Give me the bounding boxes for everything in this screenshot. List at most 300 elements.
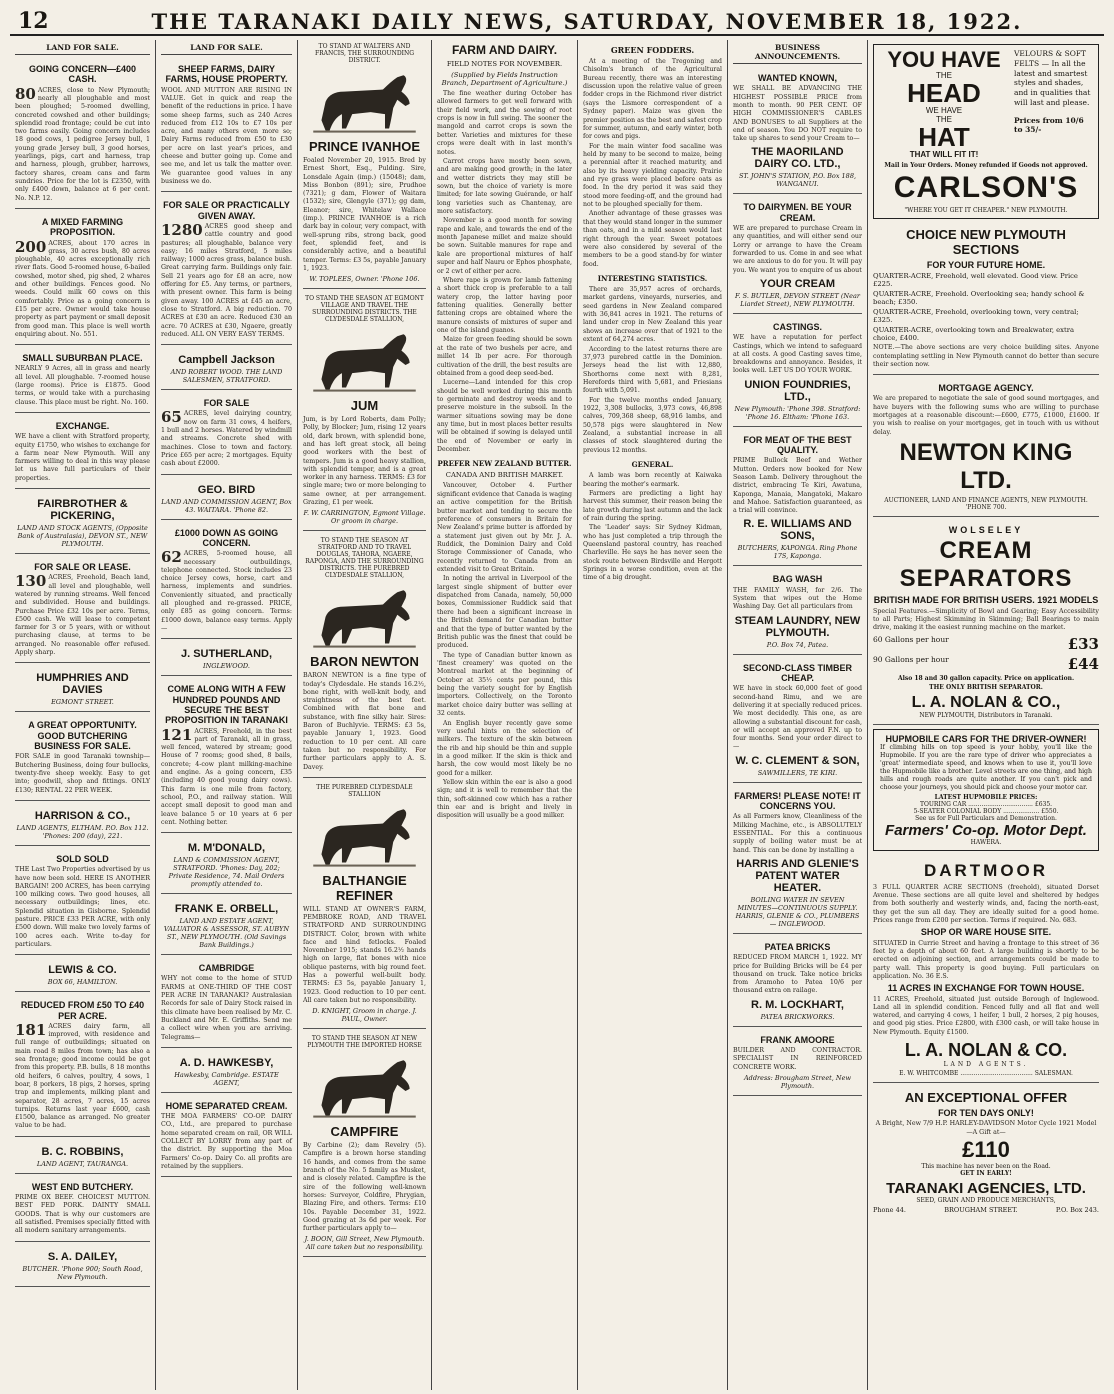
ad-body bbox=[161, 725, 292, 828]
ad-text: ACRES, 5-roomed house, all necessary outbuildings, telephone connected. Stock includes 23 choice Jersey cows, horse, cart and harness, implements and sundries. Conveniently situated, and practically all ploughed and re-grassed. PRICE, only £85 as going concern. Terms: £1000 down, balance easy terms. Apply— bbox=[161, 550, 292, 632]
article-paragraph: The fine weather during October has allowed farmers to get well forward with their field work, and the sowing of root crops is now in full swing. The sooner the mangold and carrot crops is sown the better. Varieties and mixtures for these crops were dealt with in last month's notes. bbox=[437, 90, 572, 156]
ad-heading: FRANK AMOORE bbox=[760, 1034, 835, 1045]
ad-signature: LAND AND STOCK AGENTS, (Opposite Bank of Australasia), DEVON ST., NEW PLYMOUTH. bbox=[17, 524, 148, 549]
classified-ad bbox=[161, 958, 292, 1048]
ad-text: WHY not come to the home of STUD FARMS at ONE-THIRD OF THE COST PER ACRE IN TARANAKI? Australasian Records for sale of Dairy Stock raised in this climate have been realised by Mr. C. Buckland and Mr. E. Griffiths. Send me a collect wire when you are arriving. Telegrams— bbox=[161, 975, 292, 1041]
classified-ad bbox=[15, 1177, 150, 1242]
ad-heading: FOR SALE bbox=[203, 398, 250, 409]
ad-heading: CAMBRIDGE bbox=[198, 963, 255, 974]
carlsons-slogan: "WHERE YOU GET IT CHEAPER." NEW PLYMOUTH. bbox=[904, 207, 1068, 214]
wolseley-brand: WOLSELEY bbox=[948, 524, 1024, 535]
farmers-coop-brand: Farmers' Co-op. Motor Dept. bbox=[885, 821, 1087, 839]
stallion-stand-text: TO STAND AT WALTERS AND FRANCIS, THE SURROUNDING DISTRICT. bbox=[314, 43, 415, 64]
classified-ad bbox=[15, 1245, 150, 1287]
article-heading: FARM AND DAIRY. bbox=[451, 43, 558, 57]
stallion-owner: W. TOPLEES, Owner. 'Phone 106. bbox=[309, 275, 420, 284]
the-text: THE bbox=[936, 71, 952, 80]
masthead bbox=[10, 6, 1104, 36]
offer-price: £110 bbox=[962, 1136, 1010, 1162]
ad-acreage: 200 bbox=[15, 237, 47, 256]
classified-ad bbox=[733, 937, 862, 1027]
stallion-text: By Carbine (2); dam Revelry (5). Campfire is a brown horse standing 16 hands, and comes from the same branch of the No. 5 family as Musket, and is closely related. Campfire is the sire of the following well-known horses: Surveyor, Coldfire, Phrygian, Blazing Fire, and others. Terms: £10 10s. Payable December 31, 1922. Good grazing at 3s 6d per week. For further particulars apply to— bbox=[303, 1142, 426, 1233]
ad-text: WE have a reputation for perfect Castings, which we intend to safeguard at all costs. A good Casting saves time, breakdowns and annoyance. Besides, it looks well. LET US DO YOUR WORK. bbox=[733, 334, 862, 375]
shop-text: SITUATED in Currie Street and having a frontage to this street of 36 feet by a depth of about 60 feet. A large building is shortly to be erected on adjoining section, and arrangements could be made to party wall. This property is good buying. Full particulars on application. No. 36 E.S. bbox=[873, 939, 1099, 980]
ad-heading: TO DAIRYMEN. BE YOUR CREAM. bbox=[743, 202, 852, 223]
classified-ad bbox=[733, 430, 862, 567]
classified-ad bbox=[15, 666, 150, 712]
ad-acreage: 1280 bbox=[161, 220, 203, 239]
newspaper-title: THE TARANAKI DAILY NEWS, SATURDAY, NOVEMBER 18, 1922. bbox=[151, 9, 1023, 34]
ad-signature: F. S. BUTLER, DEVON STREET (Near Liardet Street), NEW PLYMOUTH. bbox=[735, 291, 860, 308]
article-paragraph: November is a good month for sowing rape and kale, and towards the end of the month Japanese millet and maize should be sown. Suitable manures for rape and kale are proportional mixtures of half super and half Nauru or Ephos phosphate, or 2 cwt of either per acre. bbox=[437, 217, 572, 275]
classified-ad bbox=[15, 958, 150, 992]
ad-body bbox=[733, 1047, 862, 1072]
ad-signature: BOILING WATER IN SEVEN MINUTES—CONTINUOUS SUPPLY. HARRIS, GLENIE & CO., PLUMBERS — INGLEWOOD. bbox=[735, 895, 860, 928]
ad-text: BUILDER AND CONTRACTOR. SPECIALIST IN REINFORCED CONCRETE WORK. bbox=[733, 1047, 862, 1071]
classified-ad bbox=[161, 642, 292, 676]
article-paragraph: For the main winter food sacaline was held by many to be second to maize, being a perennial after it reached maturity, and also by its heavy yielding capacity. Prairie and rye grass were placed before oats as food. In the dry period it was said they stood more feeding-off, and the ground had not to be ploughed specially for them. bbox=[583, 142, 722, 209]
the-text-2: THE bbox=[936, 115, 952, 124]
price-row-60 bbox=[873, 635, 1099, 653]
exchange-text: 11 ACRES, Freehold, situated just outside Borough of Inglewood. Land all in splendid condition. Fenced fully and all flat and well watered, and carrying 4 cows, 1 heifer, 1 bull, 2 horses, 2 pig houses, and good pig sties. Price £2800, with £300 cash, or will take house in New Plymouth. Equity £1500. bbox=[873, 995, 1099, 1036]
classified-ad bbox=[733, 197, 862, 313]
horse-illustration bbox=[303, 67, 426, 137]
classified-ad bbox=[733, 658, 862, 783]
column-display-ads bbox=[868, 40, 1104, 1390]
ad-body bbox=[15, 365, 150, 406]
ad-heading: GOING CONCERN—£400 CASH. bbox=[28, 64, 137, 85]
ad-signature: Hawkesby, Cambridge. ESTATE AGENT, bbox=[174, 1070, 279, 1087]
article-paragraph: For the twelve months ended January, 1922, 3,308 bullocks, 3,973 cows, 46,898 calves, 709,368 sheep, 68,916 lambs, and 50,578 pigs were slaughtered in New Zealand, a substantial increase in all classes of stock slaughtered during the previous 12 months. bbox=[583, 396, 722, 454]
ad-firm: R. M. LOCKHART, bbox=[751, 998, 844, 1011]
stallion-ad bbox=[303, 781, 426, 1029]
wolseley-also: Also 18 and 30 gallon capacity. Price on application. bbox=[897, 674, 1075, 682]
offer-footer bbox=[873, 1206, 1099, 1214]
stallion-ad bbox=[303, 292, 426, 531]
offer-subheading: FOR TEN DAYS ONLY! bbox=[938, 1107, 1034, 1118]
ad-body bbox=[161, 550, 292, 633]
stallion-owner: J. BOON, Gill Street, New Plymouth. All care taken but no responsibility. bbox=[304, 1235, 425, 1252]
ad-body bbox=[15, 574, 150, 657]
stallion-name: JUM bbox=[350, 398, 379, 414]
article-paragraph: A lamb was born recently at Kaiwaka bearing the mother's earmark. bbox=[583, 472, 722, 488]
nolan-brand: L. A. NOLAN & CO., bbox=[911, 693, 1061, 711]
stallion-text: BARON NEWTON is a fine type of today's Clydesdale. He stands 16.2½, bone right, with well-knit body, and straightness of the best feet. Combined with flat bone and substance, with fine silky hair. Sires: Baron of Buchlyvie. TERMS: £3 5s, payable January 1, 1923. Good reduction to 10 per cent. All care taken but no responsibility. For further particulars apply to A. S. Davey. bbox=[303, 672, 426, 771]
article-paragraph: Farmers are predicting a light hay harvest this summer, their reason being the late growth during last autumn and the lack of rain during the spring. bbox=[583, 489, 722, 522]
hupmobile-ad bbox=[873, 729, 1099, 851]
ad-heading: FOR SALE OR PRACTICALLY GIVEN AWAY. bbox=[163, 200, 290, 221]
classified-ad bbox=[161, 523, 292, 640]
horse-illustration bbox=[303, 582, 426, 652]
ad-body bbox=[161, 410, 292, 468]
nolan-brand-2: L. A. NOLAN & CO. bbox=[904, 1040, 1068, 1061]
mortgage-text: We are prepared to negotiate the sale of good sound mortgages, and have buyers with the following sums who are willing to purchase mortgages at a reasonable discount:—£600, £775, £1000, £1600. If you wish to realise on your mortgages, get in touch with us without delay. bbox=[873, 395, 1099, 436]
ad-firm: S. A. DAILEY, bbox=[47, 1250, 118, 1263]
ad-firm: GEO. BIRD bbox=[197, 483, 256, 496]
ad-signature: LAND & COMMISSION AGENT, STRATFORD. 'Phones: Day, 202; Private Residence, 74. Mail Orders promptly attended to. bbox=[168, 856, 285, 889]
stallion-name: BARON NEWTON bbox=[310, 654, 419, 670]
newspaper-page bbox=[10, 40, 1104, 1390]
ad-signature: New Plymouth: 'Phone 398. Stratford: 'Phone 16. Eltham: 'Phone 163. bbox=[734, 404, 861, 421]
classified-ad bbox=[15, 1140, 150, 1174]
ad-text: THE Last Two Properties advertised by us have now been sold. HERE IS ANOTHER BARGAIN! 200 ACRES, has been carrying 100 milking cows. Two good houses, all necessary outbuildings; lines, etc. Splendid situation in Gisborne. Splendid pasture. PRICE £33 PER ACRE, with only £500 down. Will make two lovely farms of 100 acres each. Write to-day for particulars. bbox=[15, 866, 150, 948]
ad-body bbox=[15, 84, 150, 203]
stallion-text: Jum, is by Lord Roberts, dam Polly; Polly, by Blocker; Jum, rising 12 years old, dark brown, with splendid bone, and has left great stock, all being good workers with the best of tempers. Jum is a good heavy stallion, with splendid temper, and is a great worker in any harness. TERMS: £3 for single mare; two or more belonging to same owner, at per arrangement. Grazing, £1 per week. bbox=[303, 416, 426, 506]
classified-ad bbox=[161, 1051, 292, 1093]
exchange-heading: 11 ACRES IN EXCHANGE FOR TOWN HOUSE. bbox=[887, 983, 1085, 994]
article-subheading: FIELD NOTES FOR NOVEMBER. bbox=[446, 60, 563, 68]
mortgage-ad bbox=[873, 378, 1099, 517]
mortgage-heading: MORTGAGE AGENCY. bbox=[938, 383, 1034, 394]
hupmobile-prices-heading: LATEST HUPMOBILE PRICES: bbox=[934, 793, 1038, 801]
classified-ad bbox=[15, 804, 150, 846]
stallion-owner: F. W. CARRINGTON, Egmont Village. Or groom in charge. bbox=[303, 509, 426, 526]
price-label: 60 Gallons per hour bbox=[873, 634, 949, 644]
ad-body bbox=[733, 813, 862, 854]
stallion-text: WILL STAND AT OWNER'S FARM, PEMBROKE ROAD, AND TRAVEL STRATFORD AND SURROUNDING DISTRICT. Color, brown with white face and hind fetlocks. Foaled November 1915; stands 16.2½ hands high on large, flat bones with nice oblique pasterns, with big round feet. Has a powerful well-built body. TERMS: £3 5s, payable January 1, 1923. Good reduction to 10 per cent. All care taken but no responsibility. bbox=[303, 905, 426, 1004]
ad-signature: EGMONT STREET. bbox=[51, 698, 114, 707]
ad-body bbox=[161, 220, 292, 339]
ad-heading: FOR MEAT OF THE BEST QUALITY. bbox=[743, 434, 852, 456]
ad-text: ACRES dairy farm, all improved, with residence and full range of outbuildings; situated on main road 8 miles from town; has also a sea frontage; good income could be got from this property. P.B. bulls, 8 18 months old heifers, 6 calves, poultry, 4 sows, 1 boar, 8 porkers, 18 pigs, 2 horses, spring trap and implements, milking plant and separator, 28 acres, 7 acres, 15 acres turnips. Returns last year £600, cash £1500, balance as arranged. No greater value to be had. bbox=[15, 1022, 150, 1130]
section-subheading: CANADA AND BRITISH MARKET. bbox=[445, 471, 564, 480]
hupmobile-heading: HUPMOBILE CARS FOR THE DRIVER-OWNER! bbox=[885, 733, 1087, 744]
ad-acreage: 130 bbox=[15, 572, 47, 591]
price-label: 90 Gallons per hour bbox=[873, 654, 949, 664]
you-have-text: YOU HAVE bbox=[887, 47, 1001, 72]
dartmoor-heading: DARTMOOR bbox=[923, 860, 1049, 880]
page-number: 12 bbox=[18, 8, 49, 34]
dartmoor-ad bbox=[873, 855, 1099, 1083]
ad-heading: WEST END BUTCHERY. bbox=[31, 1181, 134, 1192]
article-paragraph: Where rape is grown for lamb fattening a short thick crop is preferable to a tall watery crop, the latter having poor fattening qualities. Generally better fattening crops are obtained where the manure consists of mixtures of super and one of the island guanos. bbox=[437, 276, 572, 335]
wolseley-ad bbox=[873, 520, 1099, 725]
offer-never: This machine has never been on the Road. bbox=[921, 1162, 1051, 1170]
ad-acreage: 121 bbox=[161, 725, 193, 744]
classified-ad bbox=[161, 836, 292, 894]
ad-text: PRIME OX BEEF. CHOICEST MUTTON. BEST FED PORK. DAINTY SMALL GOODS. That is why our customers are all satisfied. Premises specially fitted with all modern sanitary arrangements. bbox=[15, 1194, 150, 1235]
ad-heading: CASTINGS. bbox=[772, 321, 822, 332]
carlsons-brand: CARLSON'S bbox=[893, 171, 1079, 204]
ad-body bbox=[15, 1020, 150, 1131]
article-paragraph: There are 35,957 acres of orchards, market gardens, vineyards, nurseries, and seed gardens in New Zealand compared with 36,841 acres in 1921. The returns of land under crop in New Zealand this year shows an increase over that of 1921 to the extent of 64,274 acres. bbox=[583, 285, 722, 344]
article-paragraph: The 'Leader' says: Sir Sydney Kidman, who has just completed a trip through the Queensland pastoral country, has reached Charleville. He says he has never seen the stock route between Birdsville and Hergott Springs in a worse condition, even at the time of a big drought. bbox=[583, 524, 722, 582]
hupmobile-see: See us for Full Particulars and Demonstration. bbox=[915, 814, 1057, 822]
ad-body bbox=[15, 433, 150, 483]
stallion-ad bbox=[303, 40, 426, 289]
hupmobile-text: If climbing hills on top speed is your hobby, you'll like the Hupmobile. If you are the rare type of driver who appreciates a 'great' intermediate speed, and knows when to use it, you'll love the Hupmobile like a brother. Level streets are one thing, and high hills and rough roads are quite another. If you can't pick and choose your journeys, you should pick and choose your motor car. bbox=[880, 743, 1092, 791]
ad-heading: £1000 DOWN AS GOING CONCERN. bbox=[174, 527, 279, 548]
nolan-salesman: E. W. WHITCOMBE ...................................... SALESMAN. bbox=[899, 1070, 1073, 1078]
ad-heading: FOR SALE OR LEASE. bbox=[34, 562, 131, 573]
ad-heading: A GREAT OPPORTUNITY. GOOD BUTCHERING BUSINESS FOR SALE. bbox=[28, 720, 137, 752]
ad-text: FOR SALE in good Taranaki township—Butchering Business, doing four bullocks, twenty-five sheep weekly. Easy to get into; goodwill, shop and fittings. ONLY £130; RENTAL 22 PER WEEK. bbox=[15, 753, 150, 794]
stallion-stand-text: TO STAND THE SEASON AT EGMONT VILLAGE AND TRAVEL THE SURROUNDING DISTRICTS. THE CLYDESDALE STALLION, bbox=[305, 295, 424, 324]
offer-heading: AN EXCEPTIONAL OFFER bbox=[904, 1090, 1068, 1106]
ad-text: WE have in stock 60,000 feet of good second-hand Rimu, and we are delivering it at specially reduced prices. We most decidedly. This one, as are allowing a substantial discount for cash, or will accept an approved F.N. up to four months. Send your order direct to— bbox=[733, 685, 862, 751]
sections-ad bbox=[873, 223, 1099, 375]
stallion-stand-text: THE PUREBRED CLYDESDALE STALLION bbox=[316, 783, 413, 798]
ad-body bbox=[15, 753, 150, 794]
ad-text: REDUCED FROM MARCH 1, 1922. MY price for Building Bricks will be £4 per thousand on truck. Take notice bricks from Aramoho to Patea 10/6 per thousand extra on railage. bbox=[733, 954, 862, 995]
footer-street: BROUGHAM STREET. bbox=[944, 1205, 1018, 1214]
ad-heading: PATEA BRICKS bbox=[764, 941, 831, 952]
ad-acreage: 181 bbox=[15, 1020, 47, 1039]
price-row-90 bbox=[873, 655, 1099, 673]
ad-firm: UNION FOUNDRIES, LTD., bbox=[744, 378, 851, 403]
ad-text: ACRES, close to New Plymouth; nearly all ploughable and most been ploughed; 5-roomed dwelling, concreted cowshed and other buildings; splendid road frontage; could be cut into two farms easily. Going concern includes 18 good cows, 1 pedigree Jersey bull, 1 young grade Jersey bull, 3 good horses, yearlings, pigs, cart and harness, trap and harness, plough, grubber, harrows, factory shares, cream cans and farm sundries. Price for the lot is £2350, with only £400 down, balance at 6 per cent. No. N.P. 12. bbox=[15, 86, 150, 202]
article-byline: (Supplied by Fields Instruction Branch, Department of Agriculture.) bbox=[441, 71, 568, 87]
stallion-name: CAMPFIRE bbox=[330, 1124, 399, 1140]
sections-note: NOTE.—The above sections are very choice building sites. Anyone contemplating settling in New Plymouth cannot do better than secure their section now. bbox=[873, 344, 1099, 368]
ad-firm: B. C. ROBBINS, bbox=[41, 1145, 124, 1158]
classified-ad bbox=[15, 348, 150, 413]
classified-ad bbox=[161, 679, 292, 833]
ad-heading: COME ALONG WITH A FEW HUNDRED POUNDS AND SECURE THE BEST PROPOSITION IN TARANAKI bbox=[165, 684, 288, 726]
section-heading: INTERESTING STATISTICS. bbox=[597, 273, 708, 283]
ad-text: ACRES, Freehold, Beach land, all level and ploughable, well watered by running streams. Well fenced and subdivided. House and buildings. Purchase Price £32 10s per acre. Terms, £500 cash. We will lease to competent farmer for 3 or 5 years, with or without purchasing clause, at terms to be arranged. No reasonable offer refused. Apply sharp. bbox=[15, 574, 150, 657]
price-value: £33 bbox=[1067, 634, 1099, 653]
classified-ad bbox=[161, 348, 292, 390]
column-header: BUSINESS ANNOUNCEMENTS. bbox=[733, 40, 862, 64]
stallion-owner: D. KNIGHT, Groom in charge. J. PAUL, Owner. bbox=[312, 1007, 417, 1024]
ad-firm: W. C. CLEMENT & SON, bbox=[735, 754, 860, 767]
classified-ad bbox=[15, 212, 150, 345]
classified-ad bbox=[161, 478, 292, 520]
ad-signature: LAND AGENTS, ELTHAM. P.O. Box 112. 'Phones: 200 (day), 221. bbox=[16, 823, 149, 840]
farmers-coop-town: HAWERA. bbox=[970, 838, 1002, 846]
article-paragraph: In noting the arrival in Liverpool of the largest single shipment of butter ever dispatched from Canada, namely, 50,000 boxes, Commissioner Ruddick said that there had been a significant increase in the British demand for Canadian butter and that the type of butter wanted by the British public was the finest that could be produced. bbox=[437, 575, 572, 650]
ad-heading: SECOND-CLASS TIMBER CHEAP. bbox=[742, 662, 852, 684]
ad-acreage: 62 bbox=[161, 548, 182, 567]
article-paragraph: Yellow skin within the ear is also a good sign; and it is well to remember that the thin, soft-skinned cow which has a rather thin ear and is bright and lively in disposition will usually be a good milker. bbox=[437, 779, 572, 820]
classified-ad bbox=[161, 195, 292, 345]
column-header: LAND FOR SALE. bbox=[15, 40, 150, 55]
ad-firm: HUMPHRIES AND DAVIES bbox=[36, 672, 129, 697]
ad-firm: FAIRBROTHER & PICKERING, bbox=[37, 498, 128, 523]
ad-heading: SOLD SOLD bbox=[56, 853, 109, 864]
section-listing: QUARTER-ACRE, Freehold, overlooking town, very central; £325. bbox=[873, 308, 1079, 325]
ad-body bbox=[15, 1194, 150, 1235]
ad-firm: R. E. WILLIAMS AND SONS, bbox=[743, 518, 852, 543]
classified-ad bbox=[15, 492, 150, 554]
ad-signature: PATEA BRICKWORKS. bbox=[760, 1012, 835, 1021]
nolan-address: NEW PLYMOUTH, Distributors in Taranaki. bbox=[919, 711, 1053, 719]
newton-king-address: AUCTIONEER, LAND AND FINANCE AGENTS, NEW PLYMOUTH. 'PHONE 700. bbox=[884, 496, 1088, 511]
article-paragraph: According to the latest returns there are 37,973 purebred cattle in the Dominion. Jerseys head the list with 12,880, Shorthorns come next with 8,281, Herefords third with 5,681, and Friesians fourth with 5,091. bbox=[583, 345, 722, 395]
article-paragraph: At a meeting of the Tregoning and Chisolm's branch of the Agricultural Bureau recently, there was an interesting discussion upon the relative value of green fodder crops in the Richmond river district (says the Lismore correspondent of a Sydney paper). Maize was given the premier position as the best and safest crop for summer, autumn, and early winter, both for cows and pigs. bbox=[583, 58, 722, 141]
ad-body bbox=[733, 954, 862, 995]
ad-acreage: 80 bbox=[15, 84, 36, 103]
article-heading: GREEN FODDERS. bbox=[610, 45, 695, 55]
ad-signature: ST. JOHN'S STATION, P.O. Box 188, WANGANUI. bbox=[738, 172, 857, 189]
ad-text: WE are prepared to purchase Cream in any quantities, and will either send our Lorry or arrange to have the Cream forwarded to us. Come in and see what we are anxious to do for you. It will pay you. We want you to enquire of us about bbox=[733, 225, 862, 274]
ad-firm: A. D. HAWKESBY, bbox=[179, 1056, 274, 1069]
hat-prices: Prices from 10/6 to 35/- bbox=[1014, 115, 1084, 135]
column-stallions bbox=[298, 40, 432, 1390]
hupmobile-price-2: 5-SEATER COLONIAL BODY ................... £550. bbox=[913, 807, 1059, 815]
fit-text: THAT WILL FIT IT! bbox=[909, 150, 979, 159]
classified-ad bbox=[161, 1096, 292, 1177]
carlsons-hat-ad bbox=[873, 44, 1099, 219]
wolseley-subheading: BRITISH MADE FOR BRITISH USERS. 1921 MODELS bbox=[873, 595, 1099, 606]
we-have-text: WE HAVE bbox=[925, 106, 963, 115]
ad-heading: EXCHANGE. bbox=[55, 420, 110, 431]
sections-heading: CHOICE NEW PLYMOUTH SECTIONS bbox=[906, 227, 1066, 257]
ad-body bbox=[161, 87, 292, 187]
classified-ad bbox=[15, 59, 150, 209]
ad-signature: BUTCHER. 'Phone 900; South Road, New Plymouth. bbox=[22, 1264, 143, 1281]
section-listing: QUARTER-ACRE, Freehold, well elevated. Good view. Price £225. bbox=[873, 272, 1078, 289]
ad-heading: SHEEP FARMS, DAIRY FARMS, HOUSE PROPERTY. bbox=[165, 64, 288, 85]
ad-body bbox=[15, 866, 150, 949]
ad-signature: P.O. Box 74, Patea. bbox=[766, 640, 829, 649]
ad-firm: Campbell Jackson bbox=[178, 354, 275, 367]
article-paragraph: Vancouver, October 4. Further significant evidence that Canada is waging an active competition for the British butter market and tending to secure the preference of consumers in Britain for New Zealand's prime butter is afforded by a statement just given out by Mr. J. A. Ruddick, the Dominion Dairy and Cold Storage Commissioner of Canada, who recently returned to Canada from an extended visit to Great Britain. bbox=[437, 482, 572, 574]
ad-signature: Address: Brougham Street, New Plymouth. bbox=[743, 1074, 852, 1091]
ad-firm: THE MAORILAND DAIRY CO. LTD., bbox=[751, 146, 844, 171]
wolseley-features: Special Features.—Simplicity of Bowl and Gearing; Easy Accessibility to all Parts; Highest Skimming in Skimming; Ball Bearings to main drive, making it the easiest running machine on the market. bbox=[873, 607, 1099, 632]
article-paragraph: Another advantage of these grasses was that they would stand longer in the summer than oats, and in a mild season would last right through the year. Sweet potatoes were also considered by several of the members to be a good stand-by for winter food. bbox=[583, 210, 722, 268]
mail-orders: Mail in Your Orders. Money refunded if Goods not approved. bbox=[884, 162, 1088, 169]
ad-signature: LAND AGENT, TAURANGA. bbox=[36, 1159, 129, 1168]
stallion-stand-text: TO STAND THE SEASON AT NEW PLYMOUTH THE IMPORTED HORSE bbox=[307, 1035, 422, 1050]
ad-signature: BUTCHERS, KAPONGA. Ring Phone 17S, Kaponga. bbox=[737, 544, 858, 561]
classified-ad bbox=[15, 995, 150, 1137]
ad-signature: BOX 66, HAMILTON. bbox=[47, 978, 118, 987]
ad-firm: HARRISON & CO., bbox=[34, 809, 131, 822]
footer-box: P.O. Box 243. bbox=[1055, 1205, 1099, 1214]
classified-ad bbox=[733, 1030, 862, 1096]
horse-illustration bbox=[303, 801, 426, 871]
ad-signature: INGLEWOOD. bbox=[203, 662, 250, 671]
ad-body bbox=[733, 685, 862, 751]
offer-text: A Bright, New 7/9 H.P. HARLEY-DAVIDSON Motor Cycle 1921 Model—A Gift at— bbox=[875, 1120, 1097, 1136]
section-listing: QUARTER-ACRE, Freehold. Overlooking sea; handy school & beach; £350. bbox=[873, 290, 1085, 307]
ad-firm: HARRIS AND GLENIE'S PATENT WATER HEATER. bbox=[736, 857, 859, 894]
ad-text: WE SHALL BE ADVANCING THE HIGHEST POSSIBLE PRICE from month to month. 90 PER CENT. OF HIGH COMMISSIONER'S CABLES AND BONUSES to all Suppliers at the end of season. You DO NOT require to take up shares to send your Cream to— bbox=[733, 85, 862, 143]
stallion-name: BALTHANGIE REFINER bbox=[322, 872, 407, 903]
ad-text: ACRES, Freehold, in the best part of Taranaki, all in grass, well fenced, watered by stream; good House of 7 rooms; good shed, 8 bails, concrete; 4-cow plant milking-machine and engine. As a going concern, £35 (including 40 good young dairy cows). This farm is one mile from factory, school, P.O., and railway station. Will accept small deposit to good man and leave balance 5 or 10 years at 6 per cent. Nothing better. bbox=[161, 727, 292, 826]
ad-text: PRIME Bullock Beef and Wether Mutton. Orders now booked for New Season Lamb. Delivery throughout the district, embracing Te Kiri, Awatuna, Kaponga, Manaia, Mangatoki, Makaro and Mahoe. Satisfaction guaranteed, as a trial will convince. bbox=[733, 457, 862, 515]
ad-text: ACRES, about 170 acres in grass, 30 acres bush, 80 acres ploughable, 40 acres exceptionally rich river flats. Good 5-roomed house, 6-bailed cowshed, motor shed, pig shed, 2 whares and other buildings. Fences good. No weeds. Could milk 60 cows on this comfortably. Price as a going concern is £15 per acre. Owner would take house property as part payment or small deposit from good man. This place is well worth enquiring about. No. 551. bbox=[15, 239, 150, 338]
ad-firm: J. SUTHERLAND, bbox=[180, 648, 273, 661]
newton-king-brand: NEWTON KING LTD. bbox=[899, 438, 1073, 494]
stallion-ad bbox=[303, 534, 426, 778]
ad-body bbox=[733, 85, 862, 143]
ad-signature: LAND AND COMMISSION AGENT, Box 43. WAITARA. 'Phone 82. bbox=[161, 497, 292, 514]
ad-body bbox=[733, 334, 862, 375]
offer-early: GET IN EARLY! bbox=[960, 1169, 1012, 1177]
stallion-stand-text: TO STAND THE SEASON AT STRATFORD AND TO TRAVEL DOUGLAS, TAHORA, NGAERE, RAPONGA, AND THE SURROUNDING DISTRICTS. THE PUREBRED CLYDESDALE STALLION, bbox=[305, 537, 424, 580]
ad-text: ACRES good sheep and cattle country and good pastures; all ploughable, balance very easy; 16 miles Stratford, 5 miles railway; 1000 acres grass, balance bush. Great carrying farm. Buildings only fair. Sell 21 years ago for £8 an acre, now offering for £5. Any terms, or partners, with present owner. This farm is being given away. 100 ACRES at £45 an acre, close to Stratford. A big reduction. 70 ACRES at £30 an acre. Reduced £30 an acre. 70 ACRES at £30, Ngaere, greatly reduced. ALL ON VERY EASY TERMS. bbox=[161, 222, 292, 338]
classified-ad bbox=[15, 416, 150, 489]
classified-ad bbox=[15, 715, 150, 801]
ad-body bbox=[733, 457, 862, 515]
ad-heading: SMALL SUBURBAN PLACE. bbox=[22, 353, 143, 364]
ad-body bbox=[15, 237, 150, 340]
ad-signature: AND ROBERT WOOD. THE LAND SALESMEN, STRATFORD. bbox=[170, 368, 283, 385]
price-value: £44 bbox=[1067, 654, 1099, 673]
ad-body bbox=[161, 1113, 292, 1171]
ad-text: As all Farmers know, Cleanliness of the Milking Machine, etc., is ABSOLUTELY ESSENTIAL. For this a continuous supply of boiling water must be at hand. This can be done by installing a bbox=[733, 813, 862, 854]
ad-body bbox=[733, 587, 862, 612]
stallion-text: Foaled November 20, 1915. Bred by Ernest Short, Esq., Pulding. Sire, Lonsdale Again (imp.) (15048); dam, Miss Bonbon (891); sire, Prudhoe (7321); g dam, Flower of Waitara (1532); sire, Glengyle (371); gg dam, Eleanor; sire, Whitelaw Wallace (imp.). PRINCE IVANHOE is a rich dark bay in colour, very compact, with well-sprung ribs, strong back, good feet, splendid feet, and is considerably active, and a beautiful temper. Terms: £3 5s, payable January 1, 1923. bbox=[303, 156, 426, 272]
ad-firm: LEWIS & CO. bbox=[48, 964, 117, 977]
ad-text: WE have a client with Stratford property, equity £1750, who wishes to exchange for a farm near New Plymouth. Will any farmers willing to deal in this way please let us have full particulars of their properties. bbox=[15, 433, 150, 482]
nolan-agents: LAND AGENTS. bbox=[943, 1061, 1029, 1069]
classified-ad bbox=[161, 393, 292, 474]
ad-heading: FARMERS! PLEASE NOTE! IT CONCERNS YOU. bbox=[734, 790, 861, 812]
taranaki-agencies-brand: TARANAKI AGENCIES, LTD. bbox=[886, 1179, 1086, 1197]
hat-description: VELOURS & SOFT FELTS — In all the latest and smartest styles and shades, and in qualities that will last and please. bbox=[1014, 49, 1091, 107]
hat-text: HAT bbox=[918, 122, 970, 152]
ad-signature: SAWMILLERS, TE KIRI. bbox=[757, 768, 838, 777]
ad-heading: A MIXED FARMING PROPOSITION. bbox=[41, 216, 124, 238]
taranaki-agencies-desc: SEED, GRAIN AND PRODUCE MERCHANTS, bbox=[916, 1196, 1056, 1204]
classified-ad bbox=[161, 59, 292, 192]
ad-text: NEARLY 9 Acres, all in grass and nearly all level. All ploughable. 7-roomed house (large rooms). Price is £1875. Good terms, or would take with a purchasing clause. This place must be right. No. 160. bbox=[15, 365, 150, 406]
hupmobile-price-1: TOURING CAR .................................. £635. bbox=[919, 800, 1053, 808]
classified-ad bbox=[15, 557, 150, 663]
exceptional-offer-ad bbox=[873, 1086, 1099, 1219]
ad-body bbox=[161, 975, 292, 1041]
ad-body bbox=[733, 225, 862, 275]
column-header: LAND FOR SALE. bbox=[161, 40, 292, 55]
section-listing: QUARTER-ACRE, overlooking town and Breakwater, extra choice, £400. bbox=[873, 326, 1075, 343]
column-business-announcements bbox=[728, 40, 868, 1390]
ad-signature: LAND AND ESTATE AGENT, VALUATOR & ASSESSOR, ST. AUBYN ST., NEW PLYMOUTH. (Old Savings Bank Buildings.) bbox=[163, 917, 290, 950]
ad-text: THE FAMILY WASH, for 2/6. The System that wipes out the Home Washing Day. Get all particulars from bbox=[733, 586, 862, 611]
article-paragraph: Carrot crops have mostly been sown, and are making good growth; in the later and wetter districts they may still be sown, but the choice of variety is more limited; for late sowing Guérande, or half long varieties such as Chantenay, are more satisfactory. bbox=[437, 157, 572, 216]
article-paragraph: An English buyer recently gave some very useful hints on the selection of milkers. The texture of the skin between the rib and hip should be thin and supple in a good milker. If the skin is thick and harsh, the cow would most likely be no good for a milker. bbox=[437, 719, 572, 777]
ad-firm: FRANK E. ORBELL, bbox=[174, 903, 279, 916]
ad-heading: REDUCED FROM £50 TO £40 PER ACRE. bbox=[20, 1000, 145, 1021]
classified-ad bbox=[15, 849, 150, 955]
classified-ad bbox=[733, 569, 862, 654]
footer-phone: Phone 44. bbox=[873, 1205, 906, 1214]
section-heading: PREFER NEW ZEALAND BUTTER. bbox=[437, 459, 572, 469]
shop-heading: SHOP OR WARE HOUSE SITE. bbox=[920, 927, 1052, 938]
ad-heading: BAG WASH bbox=[772, 574, 823, 585]
cream-separators-heading: CREAM SEPARATORS bbox=[899, 537, 1073, 593]
stallion-ad bbox=[303, 1032, 426, 1257]
horse-illustration bbox=[303, 326, 426, 396]
wolseley-only: THE ONLY BRITISH SEPARATOR. bbox=[929, 683, 1043, 691]
dartmoor-text: 3 FULL QUARTER ACRE SECTIONS (freehold), situated Dorset Avenue. These sections are all quite level and sheltered by hedges from both southerly and westerly winds, and, facing the north-east, they get the sun all day. They are ideally suited for a good home. Prices range from £200 per section. Terms if required. No. 683. bbox=[873, 883, 1099, 925]
ad-heading: WANTED KNOWN, bbox=[758, 73, 837, 83]
ad-text: WOOL AND MUTTON ARE RISING IN VALUE. Get in quick and reap the benefit of the reductions in price. I have some sheep farms, such as 240 Acres reduced from £12 10s to £7 10s per acre, and many others even more so; Dairy Farms reduced from £50 to £30 per acre on last year's prices, and cheese and butter going up. Come and see me, and let us talk the matter over. We guarantee good values in any business we do. bbox=[161, 86, 292, 185]
classified-ad bbox=[733, 786, 862, 934]
horse-illustration bbox=[303, 1052, 426, 1122]
article-paragraph: Lucerne—Land intended for this crop should be well worked during this month to germinate and destroy weeds and to preserve moisture in the subsoil. In the warmer situations sowing may be done any time, but in most places better results will be obtained if sowing is delayed until the end of November or early in December. bbox=[437, 379, 572, 454]
classified-ad bbox=[161, 897, 292, 955]
classified-ad bbox=[733, 68, 862, 194]
ad-text: ACRES, level dairying country, now on farm 31 cows, 4 heifers, 1 bull and 2 horses. Watered by windmill and streams. Concrete shed with machines. Close to town and factory. Price £65 per acre; 2 mortgages. Equity cash about £2000. bbox=[161, 410, 292, 468]
ad-firm: M. M'DONALD, bbox=[187, 842, 266, 855]
column-land-for-sale-2 bbox=[156, 40, 298, 1390]
stallion-name: PRINCE IVANHOE bbox=[309, 139, 420, 154]
section-heading: GENERAL. bbox=[631, 460, 674, 470]
article-paragraph: The type of Canadian butter known as 'finest creamery' was quoted on the Montreal market at the beginning of October at 35½ cents per pound, this being the variety sought for by English importers. Collectively, on the Toronto market choice dairy butter was selling at 32 cents. bbox=[437, 651, 572, 718]
sections-subheading: FOR YOUR FUTURE HOME. bbox=[926, 259, 1046, 270]
ad-heading: HOME SEPARATED CREAM. bbox=[165, 1100, 288, 1111]
classified-ad bbox=[733, 317, 862, 427]
column-green-fodders bbox=[578, 40, 728, 1390]
ad-text: THE MOA FARMERS' CO-OP. DAIRY CO., Ltd., are prepared to purchase home separated cream on rail, OR WILL COLLECT BY LORRY from any part of the district. By supporting the Moa Farmers' Co-op. Dairy Co. all profits are retained by the suppliers. bbox=[161, 1113, 292, 1170]
ad-acreage: 65 bbox=[161, 408, 182, 427]
column-land-for-sale-1 bbox=[10, 40, 156, 1390]
